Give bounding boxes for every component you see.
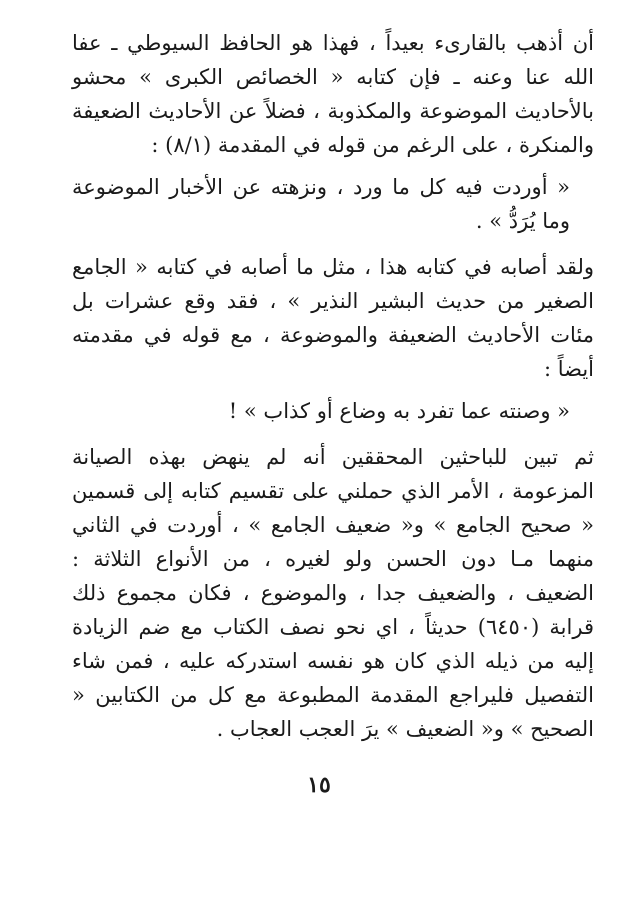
paragraph-division: ثم تبين للباحثين المحققين أنه لم ينهض بهذه الصيانة المزعومة ، الأمر الذي حملني على تقسيم كتابه إلى قسمين « صحيح الجامع » و« ضعيف الجامع » ، أوردت في الثاني منهما مـا دون الحسن ولو لغيره ، من الأنواع الثلاثة : الضعيف ، والضعيف جدا ، والموضوع ، فكان مجموع ذلك قرابة (٦٤٥٠) حديثاً ، اي نحو نصف الكتاب مع ضم الزيادة إليه من ذيله الذي كان هو نفسه استدركه عليه ، فمن شاء التفصيل فليراجع المقدمة المطبوعة مع كل من الكتابين « الصحيح » و« الضعيف » يرَ العجب العجاب . xyxy=(72,445,594,741)
quote-jami: « وصنته عما تفرد به وضاع أو كذاب » ! xyxy=(228,399,570,423)
page-body xyxy=(72,26,594,746)
page-number: ١٥ xyxy=(307,772,331,798)
quote-khasais: « أوردت فيه كل ما ورد ، ونزهته عن الأخبار الموضوعة وما يُرَدُّ » . xyxy=(72,175,570,233)
paragraph-intro: أن أذهب بالقارىء بعيداً ، فهذا هو الحافظ السيوطي ـ عفا الله عنا وعنه ـ فإن كتابه « الخصائص الكبرى » محشو بالأحاديث الموضوعة والمكذوبة ، فضلاً عن الأحاديث الضعيفة والمنكرة ، على الرغم من قوله في المقدمة (٨/١) : xyxy=(72,31,594,157)
paragraph-jami: ولقد أصابه في كتابه هذا ، مثل ما أصابه في كتابه « الجامع الصغير من حديث البشير النذير » ، فقد وقع عشرات بل مئات الأحاديث الضعيفة والموضوعة ، مع قوله في مقدمته أيضاً : xyxy=(72,255,594,381)
